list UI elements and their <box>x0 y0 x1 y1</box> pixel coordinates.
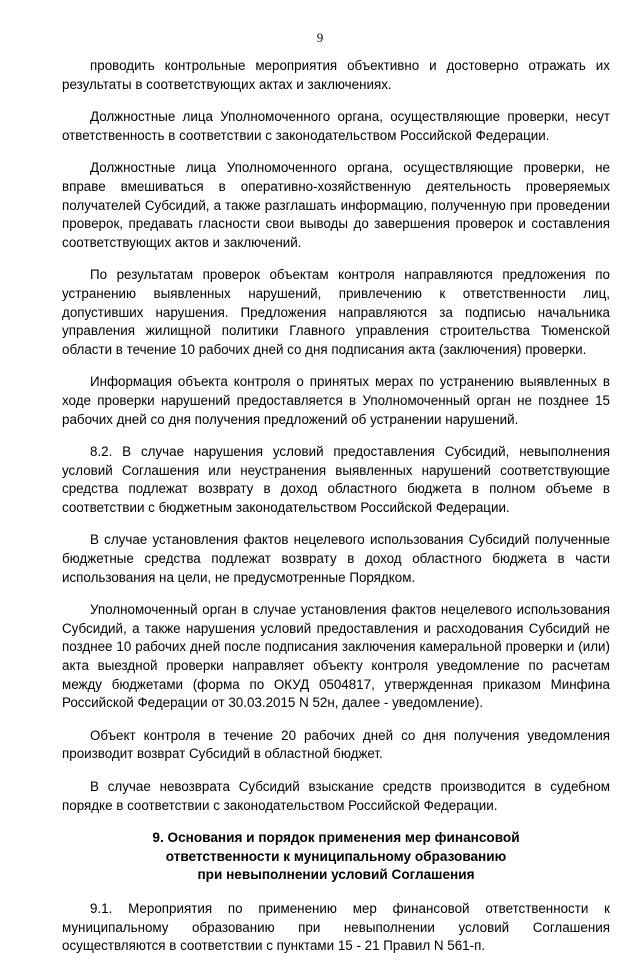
paragraph-9-1: 9.1. Мероприятия по применению мер финансовой ответственности к муниципальному образованию при невыполнении условий Соглашения осуществляются в соответствии с пунктами 15 - 21 Правил N 561-п. <box>62 900 610 954</box>
section-heading-line-1: 9. Основания и порядок применения мер финансовой <box>152 830 520 846</box>
section-heading-line-2: ответственности к муниципальному образованию <box>165 848 507 864</box>
section-9-heading <box>62 829 610 885</box>
section-heading-line-3: при невыполнении условий Соглашения <box>197 867 475 883</box>
paragraph-return: Объект контроля в течение 20 рабочих дней со дня получения уведомления производит возврат Субсидий в областной бюджет. <box>62 727 610 762</box>
paragraph-proposals: По результатам проверок объектам контроля направляются предложения по устранению выявленных нарушений, привлечению к ответственности лиц, допустивших нарушения. Предложения направляются за подписью начальника управления жилищной политики Главного управления строительства Тюменской области в течение 10 рабочих дней со дня подписания акта (заключения) проверки. <box>62 267 610 357</box>
paragraph-misuse: В случае установления фактов нецелевого использования Субсидий полученные бюджетные средства подлежат возврату в доход областного бюджета в части использования на цели, не предусмотренные Порядком. <box>62 532 610 585</box>
paragraph-continuation: проводить контрольные мероприятия объективно и достоверно отражать их результаты в соответствующих актах и заключениях. <box>62 58 610 92</box>
paragraph-court-recovery: В случае невозврата Субсидий взыскание средств производится в судебном порядке в соответствии с законодательством Российской Федерации. <box>62 779 610 813</box>
paragraph-8-2: 8.2. В случае нарушения условий предоставления Субсидий, невыполнения условий Соглашения или неустранения выявленных нарушений соответствующие средства подлежат возврату в доход областного бюджета в полном объеме в соответствии с бюджетным законодательством Российской Федерации. <box>62 444 610 515</box>
paragraph-notification: Уполномоченный орган в случае установления фактов нецелевого использования Субсидий, а также нарушения условий предоставления и расходования Субсидий не позднее 10 рабочих дней после подписания заключения камеральной проверки и (или) акта выездной проверки направляет объекту контроля уведомление по расчетам между бюджетами (форма по ОКУД 0504817, утвержденная приказом Минфина Российской Федерации от 30.03.2015 N 52н, далее - уведомление). <box>62 602 610 711</box>
paragraph-information: Информация объекта контроля о принятых мерах по устранению выявленных в ходе проверки нарушений предоставляется в Уполномоченный орган не позднее 15 рабочих дней со дня получения предложений об устранении нарушений. <box>62 374 610 427</box>
page-number: 9 <box>316 30 324 45</box>
document-body <box>62 57 610 970</box>
paragraph-responsibility: Должностные лица Уполномоченного органа, осуществляющие проверки, несут ответственность в соответствии с законодательством Российской Федерации. <box>62 109 610 143</box>
paragraph-non-interference: Должностные лица Уполномоченного органа, осуществляющие проверки, не вправе вмешиваться в оперативно-хозяйственную деятельность проверяемых получателей Субсидий, а также разглашать информацию, полученную при проведении проверок, предавать гласности свои выводы до завершения проверок и составления соответствующих актов и заключений. <box>62 160 610 250</box>
